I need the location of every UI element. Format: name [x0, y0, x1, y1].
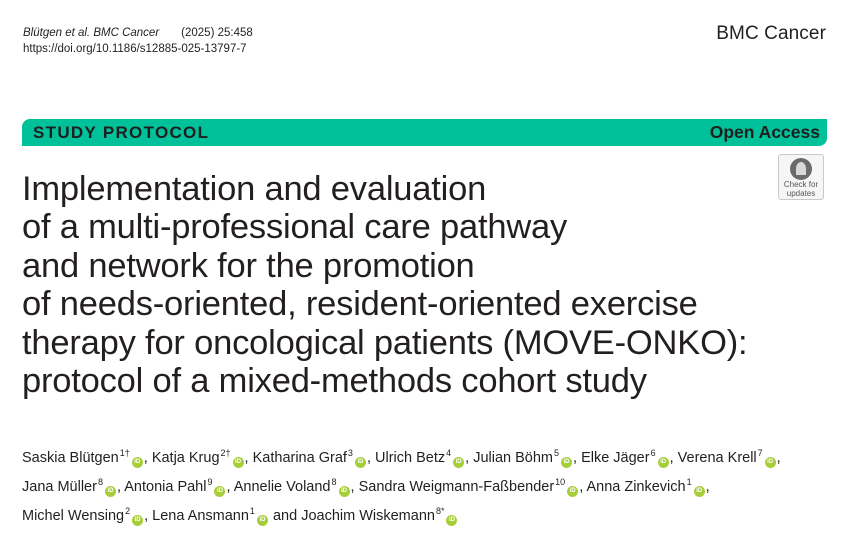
orcid-icon[interactable]: iD: [105, 486, 116, 497]
orcid-icon[interactable]: iD: [561, 457, 572, 468]
author-affiliation: 1†: [119, 448, 130, 458]
author-name: Annelie Voland: [233, 479, 331, 495]
orcid-icon[interactable]: iD: [453, 457, 464, 468]
author-line: Saskia Blütgen$^{1\dagger}$iD , Katja Krug$^{2\dagger}$iD , Katharina Graf$^3$iD , Ulrich Betz$^4$iD , Julian Böhm$^5$iD , Elke Jäger$^6$iD , Verena Krell$^7$iD ,: [22, 448, 781, 466]
author-list: [22, 441, 781, 528]
author-affiliation: 4: [446, 448, 452, 458]
orcid-icon[interactable]: iD: [214, 486, 225, 497]
orcid-icon[interactable]: iD: [233, 457, 244, 468]
author-name: Lena Ansmann: [152, 508, 249, 524]
author-affiliation: 8: [97, 477, 103, 487]
author-affiliation: 8*: [435, 506, 445, 516]
author-affiliation: 1: [686, 477, 692, 487]
author-name: Elke Jäger: [581, 450, 650, 466]
title-line: therapy for oncological patients (MOVE-ONKO):: [22, 323, 748, 362]
author-affiliation: 7: [757, 448, 763, 458]
author-line: Michel Wensing$^2$iD , Lena Ansmann$^1$iD and Joachim Wiskemann$^{8*}$iD: [22, 499, 781, 528]
author-affiliation: 5: [553, 448, 559, 458]
citation-volume: (2025) 25:458: [181, 27, 253, 39]
citation-block: [23, 25, 253, 57]
journal-name: BMC Cancer: [716, 23, 826, 44]
citation-journal: Blütgen et al. BMC Cancer: [23, 27, 160, 39]
open-access-label: Open Access: [709, 122, 820, 142]
author-affiliation: 2†: [220, 448, 231, 458]
title-line: and network for the promotion: [22, 246, 475, 285]
check-for-updates-button[interactable]: [778, 154, 824, 200]
citation-line: [23, 25, 253, 41]
author-affiliation: 1: [249, 506, 255, 516]
author-name: Saskia Blütgen: [22, 450, 119, 466]
check-updates-line1: Check for: [783, 180, 819, 189]
orcid-icon[interactable]: iD: [694, 486, 705, 497]
author-name: Katharina Graf: [252, 450, 347, 466]
author-name: Katja Krug: [151, 450, 220, 466]
author-name: Verena Krell: [677, 450, 757, 466]
orcid-icon[interactable]: iD: [765, 457, 776, 468]
author-connector: and: [268, 508, 302, 524]
author-line: Jana Müller$^8$iD , Antonia Pahl$^9$iD , Annelie Voland$^8$iD , Sandra Weigmann-Faßbender$^{10}$iD , Anna Zinkevich$^1$iD ,: [22, 477, 710, 495]
title-line: Implementation and evaluation: [22, 170, 487, 208]
doi-link[interactable]: https://doi.org/10.1186/s12885-025-13797-7: [23, 43, 247, 55]
orcid-icon[interactable]: iD: [132, 515, 143, 526]
author-name: Ulrich Betz: [375, 450, 446, 466]
orcid-icon[interactable]: iD: [339, 486, 350, 497]
author-affiliation: 2: [125, 506, 131, 516]
author-name: Joachim Wiskemann: [301, 508, 435, 524]
author-affiliation: 6: [650, 448, 656, 458]
title-line: of needs-oriented, resident-oriented exercise: [22, 285, 698, 324]
orcid-icon[interactable]: iD: [355, 457, 366, 468]
title-line: of a multi-professional care pathway: [22, 208, 568, 247]
orcid-icon[interactable]: iD: [567, 486, 578, 497]
article-type: STUDY PROTOCOL: [33, 123, 210, 142]
orcid-icon[interactable]: iD: [658, 457, 669, 468]
crossmark-icon: [790, 158, 812, 180]
author-name: Julian Böhm: [473, 450, 553, 466]
check-updates-line2: updates: [786, 188, 816, 198]
article-type-banner: [22, 119, 827, 146]
title-line: protocol of a mixed-methods cohort study: [22, 362, 647, 401]
article-title: [22, 170, 747, 400]
author-affiliation: 8: [331, 477, 337, 487]
orcid-icon[interactable]: iD: [446, 515, 457, 526]
author-name: Sandra Weigmann-Faßbender: [358, 479, 555, 495]
orcid-icon[interactable]: iD: [132, 457, 143, 468]
author-affiliation: 3: [347, 448, 353, 458]
author-affiliation: 9: [207, 477, 213, 487]
author-name: Antonia Pahl: [124, 479, 207, 495]
orcid-icon[interactable]: iD: [257, 515, 268, 526]
author-name: Jana Müller: [22, 479, 97, 495]
author-name: Anna Zinkevich: [586, 479, 686, 495]
author-affiliation: 10: [555, 477, 566, 487]
author-name: Michel Wensing: [22, 508, 125, 524]
